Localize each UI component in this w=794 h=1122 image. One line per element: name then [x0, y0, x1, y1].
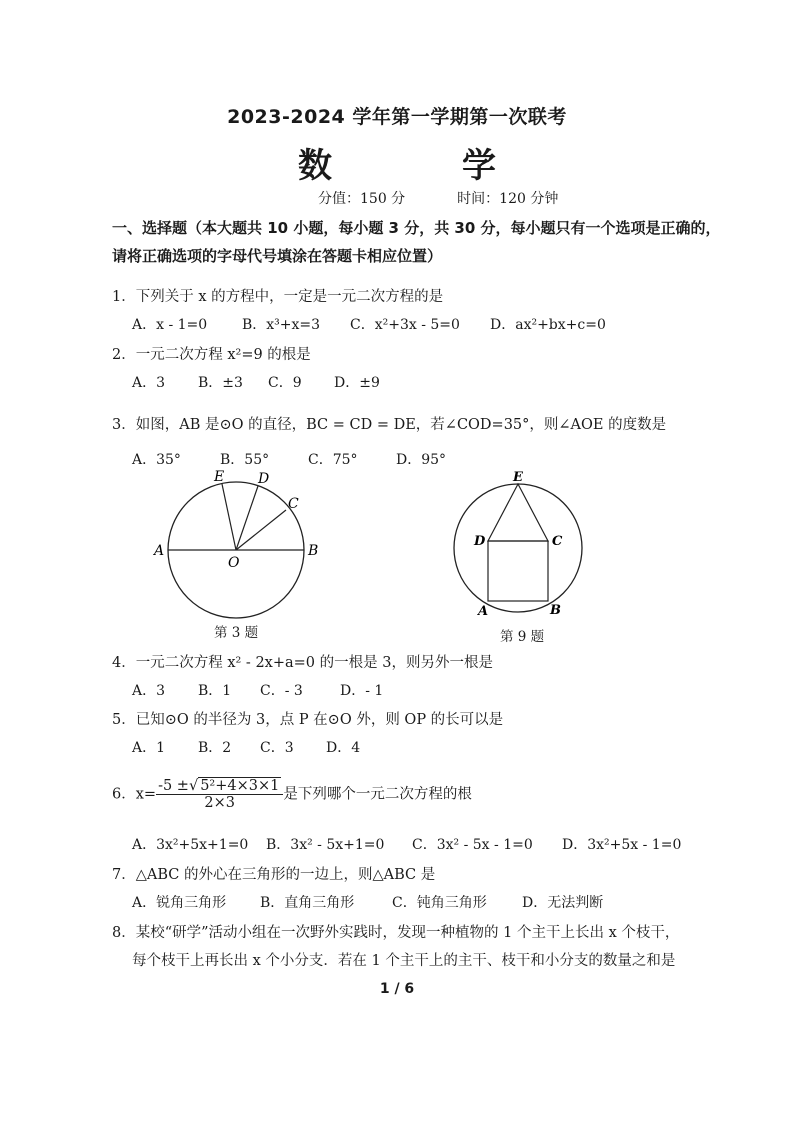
- q5-option-a: A．1: [132, 740, 166, 756]
- figure-9-caption: 第 9 题: [500, 629, 545, 645]
- q4-option-c: C．- 3: [260, 683, 303, 699]
- question-3-stem: 3．如图，AB 是⊙O 的直径，BC = CD = DE，若∠COD=35°，则∠AOE 的度数是: [112, 417, 667, 433]
- q1-option-d: D．ax²+bx+c=0: [490, 317, 606, 333]
- figure-9-circle-diagram: [448, 466, 588, 618]
- question-2-options: [132, 372, 380, 392]
- q6-option-c: C．3x² - 5x - 1=0: [412, 837, 533, 853]
- q6-radicand: 5²+4×3×1: [200, 778, 280, 794]
- fig3-label-a: A: [154, 543, 165, 559]
- q2-option-b: B．±3: [198, 375, 243, 391]
- question-6-stem: [112, 778, 472, 811]
- q6-option-d: D．3x²+5x - 1=0: [562, 837, 682, 853]
- question-4-options: [132, 680, 383, 700]
- q5-option-d: D．4: [326, 740, 361, 756]
- section-instructions: 一、选择题（本大题共 10 小题，每小题 3 分，共 30 分，每小题只有一个选项是正确的，请将正确选项的字母代号填涂在答题卡相应位置）: [112, 219, 721, 265]
- q6-prefix: 6．x=: [112, 786, 157, 803]
- q6-option-a: A．3x²+5x+1=0: [132, 837, 249, 853]
- q3-option-d: D．95°: [396, 452, 447, 468]
- score-text: 分值：150 分: [318, 191, 406, 207]
- fig3-label-e: E: [214, 470, 225, 485]
- question-6-options: [132, 834, 681, 854]
- fig9-label-e: E: [513, 470, 523, 485]
- q3-option-a: A．35°: [132, 452, 181, 468]
- figure-3-circle-diagram: [150, 470, 330, 630]
- q5-option-c: C．3: [260, 740, 294, 756]
- q4-option-b: B．1: [198, 683, 232, 699]
- q3-option-b: B．55°: [220, 452, 270, 468]
- q6-option-b: B．3x² - 5x+1=0: [266, 837, 385, 853]
- figure-3-caption: 第 3 题: [214, 625, 259, 641]
- question-4-stem: 4．一元二次方程 x² - 2x+a=0 的一根是 3，则另外一根是: [112, 655, 493, 671]
- question-1-stem: 1．下列关于 x 的方程中，一定是一元二次方程的是: [112, 289, 444, 305]
- q6-denominator: 2×3: [204, 795, 236, 811]
- fig9-label-b: B: [550, 603, 561, 618]
- subject-title: 数 学: [298, 146, 544, 186]
- q3-option-c: C．75°: [308, 452, 358, 468]
- q5-option-b: B．2: [198, 740, 232, 756]
- question-3-options: [132, 449, 446, 469]
- fig3-label-o: O: [228, 555, 240, 571]
- q6-numerator-left: -5 ±: [158, 778, 189, 794]
- page-number: 1 / 6: [379, 981, 415, 997]
- q7-option-d: D．无法判断: [522, 895, 604, 911]
- question-8-line-2: 每个枝干上再长出 x 个小分支．若在 1 个主干上的主干、枝干和小分支的数量之和是: [132, 953, 676, 969]
- fig3-label-c: C: [288, 496, 299, 512]
- question-5-options: [132, 737, 360, 757]
- fig9-label-d: D: [474, 534, 486, 549]
- q4-option-a: A．3: [132, 683, 166, 699]
- fig3-radius-od: [236, 486, 258, 550]
- time-text: 时间：120 分钟: [457, 191, 559, 207]
- q1-option-b: B．x³+x=3: [242, 317, 321, 333]
- fig9-label-a: A: [478, 604, 489, 618]
- exam-title: 2023-2024 学年第一学期第一次联考: [227, 106, 567, 128]
- question-8-line-1: 8．某校“研学”活动小组在一次野外实践时，发现一种植物的 1 个主干上长出 x 个枝干，: [112, 925, 680, 941]
- question-2-stem: 2．一元二次方程 x²=9 的根是: [112, 347, 311, 363]
- fig9-square-abcd: [488, 541, 548, 601]
- q7-option-a: A．锐角三角形: [132, 895, 227, 911]
- fig9-label-c: C: [552, 534, 563, 549]
- question-7-stem: 7．△ABC 的外心在三角形的一边上，则△ABC 是: [112, 867, 436, 883]
- q2-option-c: C．9: [268, 375, 302, 391]
- q1-option-c: C．x²+3x - 5=0: [350, 317, 460, 333]
- q2-option-d: D．±9: [334, 375, 380, 391]
- question-1-options: [132, 314, 606, 334]
- fig3-label-b: B: [308, 543, 319, 559]
- fig9-triangle-cde: [488, 484, 548, 541]
- q6-suffix: 是下列哪个一元二次方程的根: [283, 786, 472, 803]
- question-7-options: [132, 892, 603, 912]
- fig3-radius-oe: [222, 484, 236, 550]
- q7-option-c: C．钝角三角形: [392, 895, 487, 911]
- q4-option-d: D．- 1: [340, 683, 384, 699]
- exam-info: [318, 188, 610, 208]
- q2-option-a: A．3: [132, 375, 166, 391]
- question-5-stem: 5．已知⊙O 的半径为 3，点 P 在⊙O 外，则 OP 的长可以是: [112, 712, 504, 728]
- q6-formula-fraction: $\frac{\text{-5 ±√ 5²+4×3×1}}{2\times 3}$: [156, 778, 283, 811]
- q7-option-b: B．直角三角形: [260, 895, 355, 911]
- q1-option-a: A．x - 1=0: [132, 317, 208, 333]
- fig3-label-d: D: [258, 471, 270, 487]
